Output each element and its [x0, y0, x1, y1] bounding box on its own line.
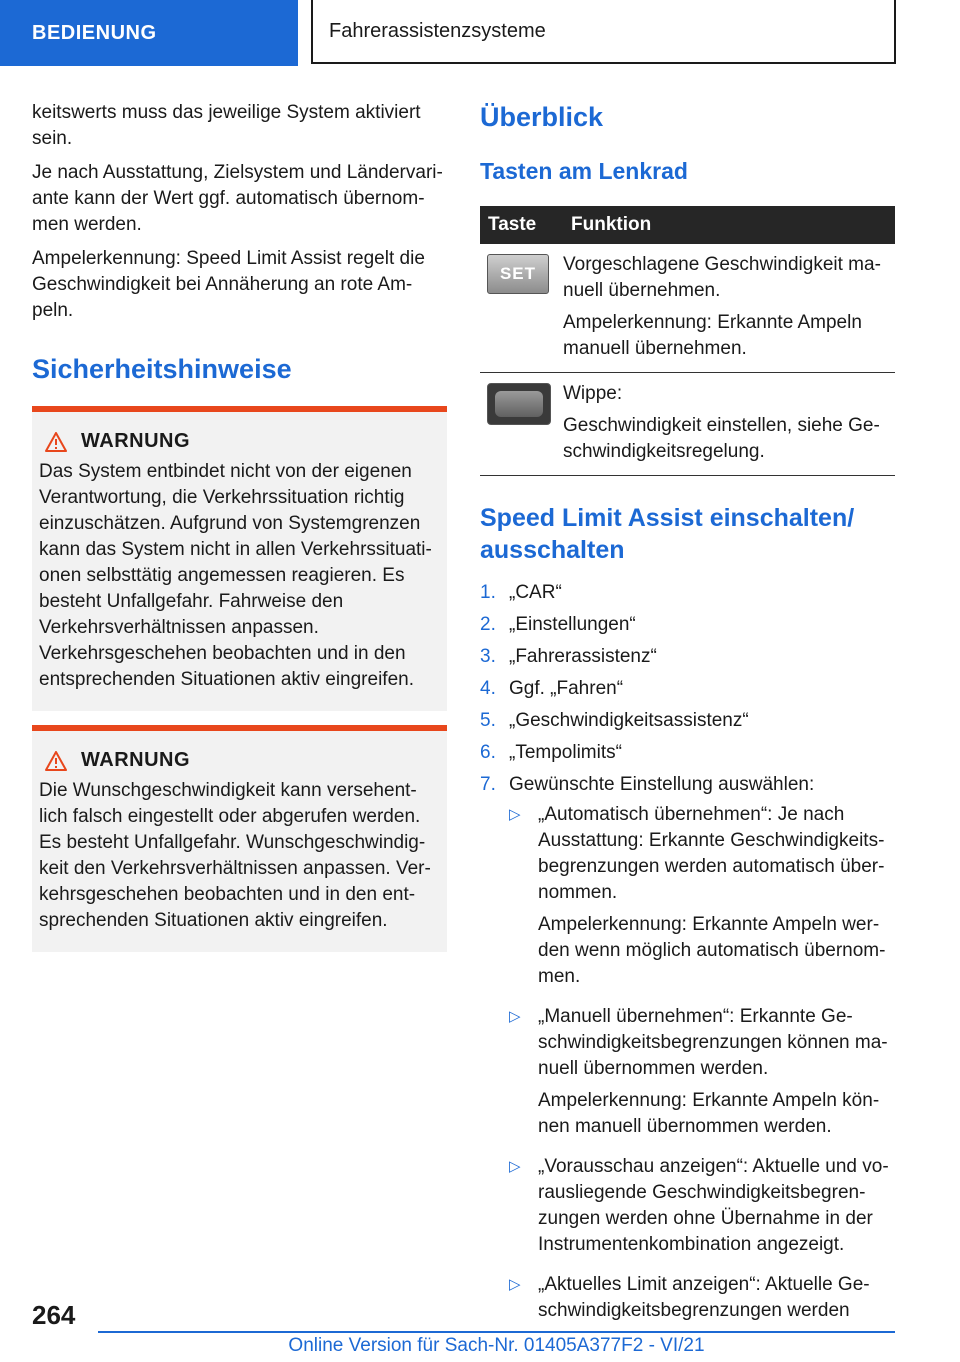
- function-text: Ampelerkennung: Erkannte Ampeln manuell übernehmen.: [563, 312, 862, 359]
- button-table: [480, 206, 895, 476]
- safety-heading: Sicherheitshinweise: [32, 354, 292, 384]
- intro-paragraph: Ampelerkennung: Speed Limit Assist regelt die Geschwindigkeit bei Annäherung an rote Ampeln.: [32, 248, 425, 321]
- bullet-triangle-icon: ▷: [509, 1158, 521, 1175]
- table-row: [480, 244, 895, 373]
- page-number: 264: [32, 1300, 76, 1330]
- list-item: 7. Gewünschte Einstellung auswählen:: [480, 774, 815, 795]
- warning-box: [32, 725, 447, 952]
- function-text: Geschwindigkeit einstellen, siehe Geschwindigkeitsregelung.: [563, 415, 880, 462]
- options-list: [509, 802, 895, 1330]
- function-text: Wippe:: [563, 383, 623, 404]
- warning-text: Die Wunschgeschwindigkeit kann versehentlich falsch eingestellt oder abgerufen werden. Es besteht Unfallgefahr. Wunschgeschwindigkeit den Verkehrsverhältnissen anpassen. Verkehrsgeschehen beobachten und in den entsprechenden Situationen aktiv eingreifen.: [39, 780, 431, 931]
- right-column: [480, 100, 895, 1338]
- section-title: BEDIENUNG: [32, 21, 157, 44]
- overview-heading: Überblick: [480, 102, 604, 132]
- set-button-icon: SET: [487, 254, 549, 294]
- list-item: ▷ „Vorausschau anzeigen“: Aktuelle und vorausliegende Geschwindigkeitsbegrenzungen werden ohne Übernahme in der Instrumentenkombination angezeigt.: [509, 1154, 895, 1264]
- chapter-title: Fahrerassistenzsysteme: [329, 19, 546, 42]
- list-item: 6. „Tempolimits“: [480, 742, 622, 763]
- list-item: 1. „CAR“: [480, 582, 562, 603]
- bullet-triangle-icon: ▷: [509, 1008, 521, 1025]
- warning-title: WARNUNG: [81, 430, 191, 452]
- warning-box: [32, 406, 447, 711]
- table-row: [480, 373, 895, 476]
- function-text: Vorgeschlagene Geschwindigkeit manuell übernehmen.: [563, 254, 881, 301]
- chapter-tab: [311, 0, 896, 64]
- list-item: 2. „Einstellungen“: [480, 614, 636, 635]
- rocker-switch-icon: [487, 383, 551, 425]
- intro-paragraph: keitswerts muss das jeweilige System aktiviert sein.: [32, 102, 421, 149]
- toggle-heading: Speed Limit Assist einschalten/ ausschalten: [480, 504, 855, 564]
- buttons-heading: Tasten am Lenkrad: [480, 158, 688, 184]
- list-item: 5. „Geschwindigkeitsassistenz“: [480, 710, 749, 731]
- list-item: 3. „Fahrerassistenz“: [480, 646, 657, 667]
- bullet-triangle-icon: ▷: [509, 1276, 521, 1293]
- intro-paragraph: Je nach Ausstattung, Zielsystem und Ländervariante kann der Wert ggf. automatisch übernommen werden.: [32, 162, 443, 235]
- section-tab: [0, 0, 298, 66]
- list-item: 4. Ggf. „Fahren“: [480, 678, 624, 699]
- table-header-function: Funktion: [563, 206, 895, 244]
- warning-triangle-icon: [45, 432, 67, 452]
- warning-text: Das System entbindet nicht von der eigenen Verantwortung, die Verkehrssituation richtig einzuschätzen. Aufgrund von Systemgrenzen kann das System nicht in allen Verkehrssituationen selbsttätig angemessen reagieren. Es besteht Unfallgefahr. Fahrweise den Verkehrsverhältnissen anpassen. Verkehrsgeschehen beobachten und in den entsprechenden Situationen aktiv eingreifen.: [39, 461, 432, 690]
- list-item: ▷ „Aktuelles Limit anzeigen“: Aktuelle Geschwindigkeitsbegrenzungen werden: [509, 1272, 895, 1330]
- warning-title: WARNUNG: [81, 749, 191, 771]
- steps-list: [480, 580, 895, 798]
- warning-triangle-icon: [45, 751, 67, 771]
- list-item: ▷ „Manuell übernehmen“: Erkannte Geschwindigkeitsbegrenzungen können manuell übernommen werden. Ampelerkennung: Erkannte Ampeln können manuell übernommen werden.: [509, 1004, 895, 1146]
- bullet-triangle-icon: ▷: [509, 806, 521, 823]
- list-item: ▷ „Automatisch übernehmen“: Je nach Ausstattung: Erkannte Geschwindigkeitsbegrenzungen werden automatisch übernommen. Ampelerkennung: Erkannte Ampeln werden wenn möglich automatisch übernommen.: [509, 802, 895, 996]
- left-column: [32, 100, 447, 952]
- footer-text: Online Version für Sach-Nr. 01405A377F2 - VI/21: [288, 1335, 705, 1356]
- table-header-key: Taste: [480, 206, 563, 244]
